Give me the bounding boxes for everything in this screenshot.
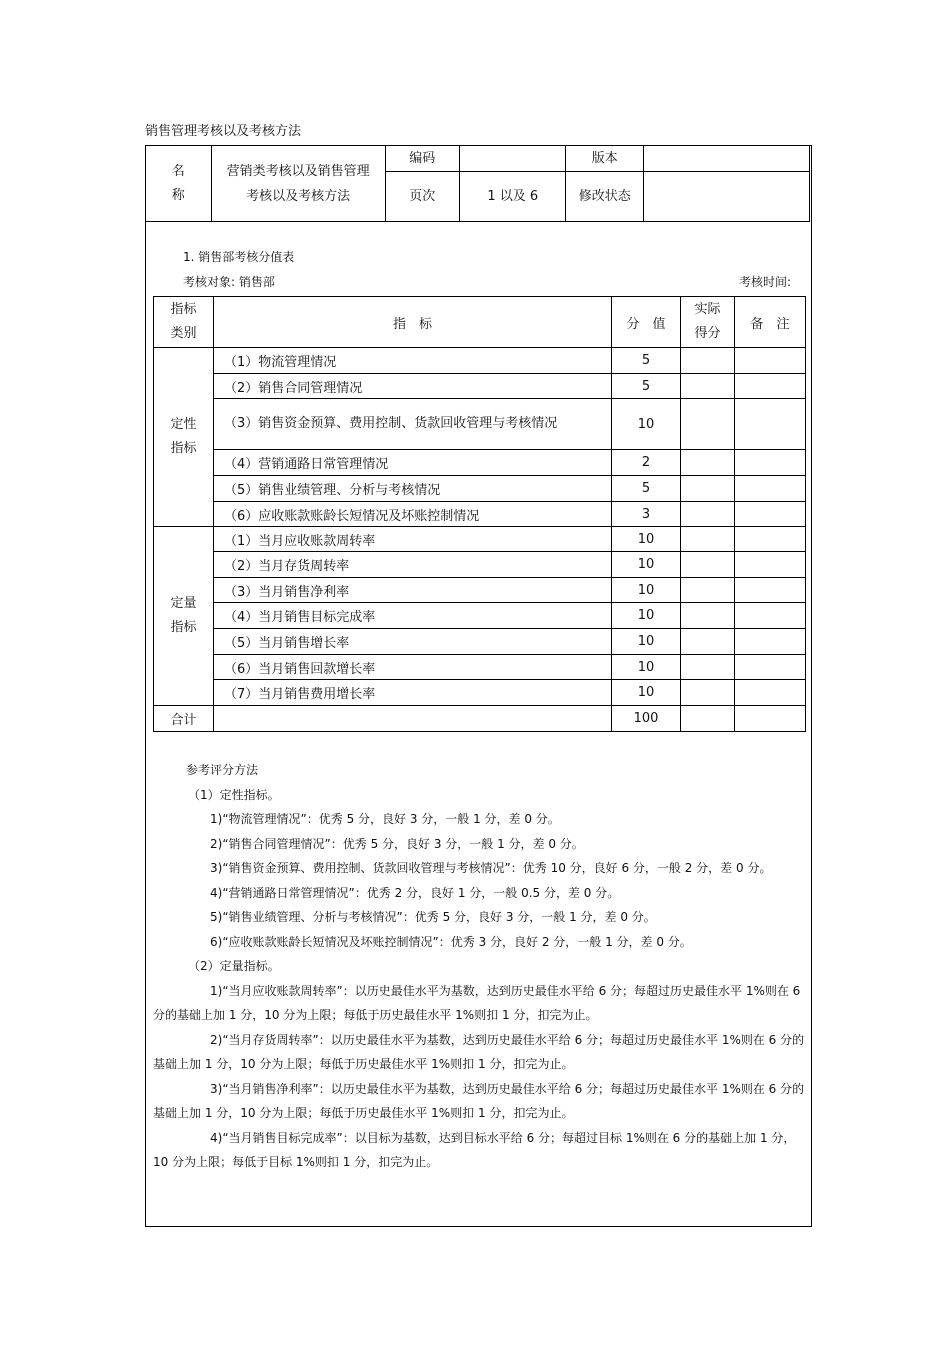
total-row xyxy=(154,706,806,732)
score-cell: 10 xyxy=(612,578,681,603)
total-score: 100 xyxy=(612,706,681,732)
actual-score-cell xyxy=(681,578,735,603)
name-value-cell xyxy=(211,146,385,222)
table-row xyxy=(154,655,806,680)
table-row xyxy=(154,527,806,552)
assessment-target: 考核对象: 销售部 xyxy=(183,275,275,289)
header-score: 分 值 xyxy=(612,297,681,348)
actual-score-cell xyxy=(681,552,735,578)
table-row xyxy=(154,578,806,603)
method-item: 1)“物流管理情况”：优秀 5 分，良好 3 分，一般 1 分，差 0 分。 xyxy=(210,812,560,826)
score-cell: 5 xyxy=(612,374,681,399)
score-cell: 2 xyxy=(612,450,681,476)
indicator-cell: （5）销售业绩管理、分析与考核情况 xyxy=(214,476,612,502)
actual-score-cell xyxy=(681,450,735,476)
score-cell: 10 xyxy=(612,603,681,629)
total-remark-cell xyxy=(735,706,806,732)
remark-cell xyxy=(735,680,806,706)
method-title: 参考评分方法 xyxy=(186,763,259,777)
header-indicator: 指 标 xyxy=(214,297,612,348)
score-cell: 5 xyxy=(612,348,681,374)
header-category: 指标类别 xyxy=(170,302,197,341)
score-cell: 5 xyxy=(612,476,681,502)
actual-score-cell xyxy=(681,502,735,527)
actual-score-cell xyxy=(681,655,735,680)
actual-score-cell xyxy=(681,348,735,374)
score-cell: 3 xyxy=(612,502,681,527)
indicator-cell: （1）当月应收账款周转率 xyxy=(214,527,612,552)
remark-cell xyxy=(735,578,806,603)
remark-cell xyxy=(735,502,806,527)
quantitative-category-cell xyxy=(154,527,214,706)
score-cell: 10 xyxy=(612,655,681,680)
actual-score-cell xyxy=(681,629,735,655)
score-cell: 10 xyxy=(612,629,681,655)
table-row xyxy=(154,629,806,655)
actual-score-cell xyxy=(681,680,735,706)
score-table xyxy=(153,296,806,732)
revision-label-cell xyxy=(566,172,644,222)
remark-cell xyxy=(735,374,806,399)
indicator-cell: （6）当月销售回款增长率 xyxy=(214,655,612,680)
method-item: 2)“当月存货周转率”：以历史最佳水平为基数，达到历史最佳水平给 6 分；每超过历史最佳水平 1%则在 6 分的基础上加 1 分，10 分为上限；每低于历史最佳水平 1%则扣 1 分，扣完为止。 xyxy=(153,1032,805,1071)
document-title: 销售管理考核以及考核方法 xyxy=(145,124,302,139)
remark-cell xyxy=(735,527,806,552)
method-item: 5)“销售业绩管理、分析与考核情况”：优秀 5 分，良好 3 分，一般 1 分，差 0 分。 xyxy=(210,910,656,924)
indicator-cell: （4）营销通路日常管理情况 xyxy=(214,450,612,476)
total-label: 合计 xyxy=(154,706,214,732)
score-cell: 10 xyxy=(612,680,681,706)
method-item: 3)“销售资金预算、费用控制、货款回收管理与考核情况”：优秀 10 分，良好 6 分，一般 2 分，差 0 分。 xyxy=(210,861,772,875)
remark-cell xyxy=(735,552,806,578)
version-label: 版本 xyxy=(566,146,644,172)
indicator-cell: （2）当月存货周转率 xyxy=(214,552,612,578)
actual-score-cell xyxy=(681,527,735,552)
indicator-cell: （1）物流管理情况 xyxy=(214,348,612,374)
actual-score-cell xyxy=(681,399,735,450)
indicator-cell: （3）销售资金预算、费用控制、货款回收管理与考核情况 xyxy=(214,399,612,450)
table-row xyxy=(154,399,806,450)
assessment-time: 考核时间: xyxy=(738,275,791,289)
method-item: 6)“应收账款账龄长短情况及坏账控制情况”：优秀 3 分，良好 2 分，一般 1 分，差 0 分。 xyxy=(210,934,692,949)
actual-score-cell xyxy=(681,603,735,629)
actual-score-cell xyxy=(681,476,735,502)
score-cell: 10 xyxy=(612,527,681,552)
qualitative-category: 定性指标 xyxy=(170,417,197,456)
code-label: 编码 xyxy=(385,146,460,172)
table-row xyxy=(154,552,806,578)
table-row xyxy=(154,450,806,476)
quantitative-method-title: （2）定量指标。 xyxy=(188,959,280,973)
page-value: 1 以及 6 xyxy=(460,172,566,222)
remark-cell xyxy=(735,476,806,502)
remark-cell xyxy=(735,603,806,629)
table-row xyxy=(154,374,806,399)
remark-cell xyxy=(735,399,806,450)
header-actual: 实际得分 xyxy=(694,302,721,341)
scoring-method xyxy=(153,758,805,1175)
page-label: 页次 xyxy=(385,172,460,222)
score-cell: 10 xyxy=(612,552,681,578)
revision-label: 修改状态 xyxy=(578,188,631,204)
quantitative-category: 定量指标 xyxy=(170,596,197,635)
table-row xyxy=(154,603,806,629)
total-indicator-cell xyxy=(214,706,612,732)
qualitative-category-cell xyxy=(154,348,214,527)
code-value xyxy=(460,146,566,172)
indicator-cell: （7）当月销售费用增长率 xyxy=(214,680,612,706)
table-row xyxy=(154,348,806,374)
document-frame xyxy=(145,145,812,1227)
method-item: 3)“当月销售净利率”：以历史最佳水平为基数，达到历史最佳水平给 6 分；每超过历史最佳水平 1%则在 6 分的基础上加 1 分，10 分为上限；每低于历史最佳水平 1%则扣 1 分，扣完为止。 xyxy=(153,1081,805,1120)
header-actual-cell xyxy=(681,297,735,348)
method-item: 4)“当月销售目标完成率”：以目标为基数，达到目标水平给 6 分；每超过目标 1%则在 6 分的基础上加 1 分，10 分为上限；每低于目标 1%则扣 1 分，扣完为止。 xyxy=(153,1130,796,1169)
indicator-cell: （3）当月销售净利率 xyxy=(214,578,612,603)
indicator-cell: （4）当月销售目标完成率 xyxy=(214,603,612,629)
remark-cell xyxy=(735,629,806,655)
name-value: 营销类考核以及销售管理考核以及考核方法 xyxy=(226,163,370,204)
remark-cell xyxy=(735,450,806,476)
indicator-cell: （2）销售合同管理情况 xyxy=(214,374,612,399)
total-actual-cell xyxy=(681,706,735,732)
name-label: 名称 xyxy=(171,163,185,203)
actual-score-cell xyxy=(681,374,735,399)
table-row xyxy=(154,502,806,527)
remark-cell xyxy=(735,655,806,680)
header-category-cell xyxy=(154,297,214,348)
header-table xyxy=(145,145,810,222)
revision-value xyxy=(644,172,810,222)
remark-cell xyxy=(735,348,806,374)
method-item: 4)“营销通路日常管理情况”：优秀 2 分，良好 1 分，一般 0.5 分，差 0 分。 xyxy=(210,885,620,900)
score-cell: 10 xyxy=(612,399,681,450)
indicator-cell: （6）应收账款账龄长短情况及坏账控制情况 xyxy=(214,502,612,527)
header-remark: 备 注 xyxy=(735,297,806,348)
section-title: 1. 销售部考核分值表 xyxy=(183,250,295,264)
qualitative-method-title: （1）定性指标。 xyxy=(188,787,280,802)
table-row xyxy=(154,680,806,706)
table-row xyxy=(154,476,806,502)
indicator-cell: （5）当月销售增长率 xyxy=(214,629,612,655)
name-label-cell xyxy=(146,146,212,222)
method-item: 2)“销售合同管理情况”：优秀 5 分，良好 3 分，一般 1 分，差 0 分。 xyxy=(210,836,584,851)
version-value xyxy=(644,146,810,172)
method-item: 1)“当月应收账款周转率”：以历史最佳水平为基数，达到历史最佳水平给 6 分；每超过历史最佳水平 1%则在 6 分的基础上加 1 分，10 分为上限；每低于历史最佳水平 1%则扣 1 分，扣完为止。 xyxy=(153,983,801,1022)
